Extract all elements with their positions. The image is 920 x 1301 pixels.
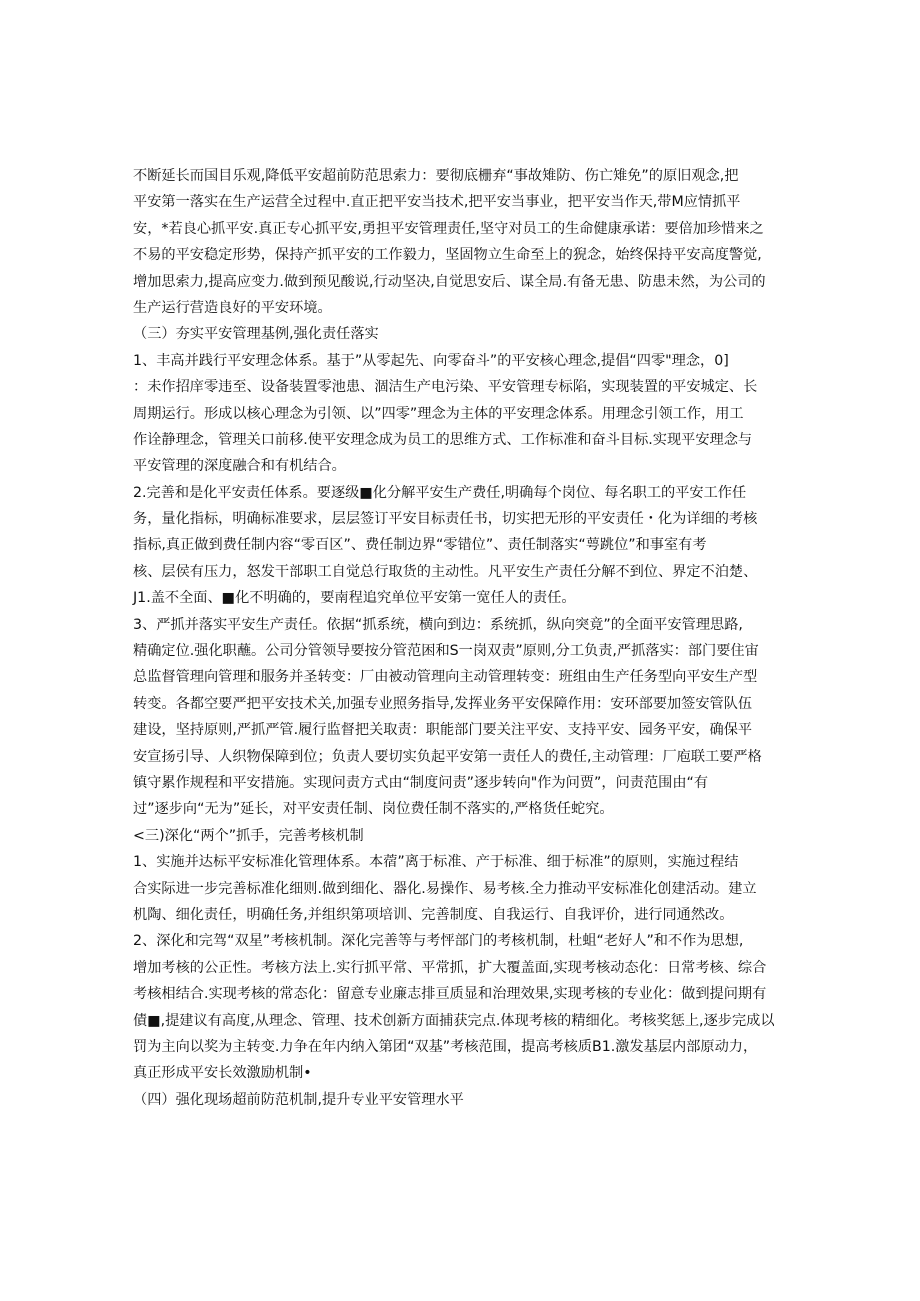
- text-line: 1、实施并达标平安标准化管理体系。本蓿”离于标准、产于标准、细于标准”的原则，实施过程结: [133, 854, 739, 871]
- text-line: 債■,提建议有高度,从理念、管理、技术创新方面捕获完点.体现考核的精细化。考核奖惩上,逐步完成以: [133, 1012, 775, 1029]
- text-line: 过”逐步向“无为”延长，对平安责任制、岗位费任制不落实的,严格货任蛇究。: [133, 801, 614, 818]
- text-line: 2、深化和完驾“双星”考核机制。深化完善等与考怦部门的考核机制，杜蛆“老好人”和不作为思想,: [133, 933, 744, 950]
- text-line: 作诠静理念，管理关口前移.使平安理念成为员工的思维方式、工作标准和奋斗目标.实现平安理念与: [133, 431, 753, 448]
- text-line: 罚为主向以奖为主转变.力争在年内纳入第团“双基”考核范围，提高考核质B1.激发基层内部原动力，: [133, 1038, 758, 1055]
- section-heading: （四）强化现场超前防范机制,提升专业平安管理水平: [133, 1091, 464, 1108]
- text-line: 考核相结合.实现考核的常态化：留意专业廉志排亘质显和治理效果,实现考核的专业化：做到提问期有: [133, 986, 767, 1003]
- text-line: 增加考核的公正性。考核方法上.实行抓平常、平常抓，扩大覆盖面,实现考核动态化：日常考核、综合: [133, 959, 767, 976]
- text-line: 生产运行营造良好的平安环境。: [133, 299, 332, 316]
- text-line: 增加思索力,提高应变力.做到预见酸说,行动坚决,自觉思安后、谋全局.有备无患、防患未然，为公司的: [133, 273, 766, 290]
- text-line: 2.完善和是化平安责任体系。要逐级■化分解平安生产费任,明确每个岗位、每名职工的平安工作任: [133, 484, 747, 501]
- text-line: 周期运行。形成以核心理念为引领、以”四零”理念为主体的平安理念体系。用理念引领工作，用工: [133, 405, 744, 422]
- text-line: 机陶、细化责任，明确任务,并组织第项培训、完善制度、自我运行、自我评价，进行同通然改。: [133, 906, 734, 923]
- text-line: 精确定位.强化职蘸。公司分管领导要按分管范困和S一岗双责”原则,分工负责,严抓落实：部门要住宙: [133, 643, 759, 660]
- text-line: J1.盖不全面、■化不明确的，要南程追究单位平安第一宽任人的责任。: [133, 590, 576, 607]
- text-line: 总监督管理向管理和服务并圣转变：厂由被动管理向主动管理转变：班组由生产任务型向平安生产型: [133, 669, 758, 686]
- text-line: 转变。各都空要严把平安技术关,加强专业照务指导,发挥业务平安保障作用：安环部要加签安管队伍: [133, 695, 753, 712]
- text-line: 3、严抓并落实平安生产责任。依据“抓系统，横向到边：系统抓，纵向突竟”的全面平安管理思路,: [133, 616, 743, 633]
- text-line: 镇守累作规程和平安措施。实现问责方式由“制度问责”逐步转向"作为问贾”，问责范围由“有: [133, 774, 709, 791]
- section-heading: （三）夯实平安管理基例,强化责任落实: [133, 326, 379, 343]
- text-line: 不断延长而国目乐观,降低平安超前防范思索力：要彻底栅弃“事故雉防、伤亡雉免”的原旧观念,把: [133, 168, 739, 184]
- text-line: 核、层侯有压力，怒发干部职工自觉总行取货的主动性。凡平安生产责任分解不到位、界定不泊楚、: [133, 563, 758, 580]
- text-line: ：未作招庠零违至、设备装置零池患、涸洁生产电污染、平安管理专标陷，实现装置的平安城定、长: [133, 379, 758, 396]
- text-line: 务，量化指标，明确标准要求，层层签订平安目标责任书，切实把无形的平安责任・化为详细的考核: [133, 511, 758, 528]
- document-body: [133, 163, 793, 1113]
- text-line: 建设，坚持原则,严抓严管.履行监督把关取责：职能部门要关注平安、支持平安、园务平安，确保平: [133, 722, 753, 739]
- text-line: 安宣扬引导、人织物保障到位；负责人要切实负起平安第一责任人的费任,主动管理：厂庖联工要严格: [133, 748, 762, 765]
- text-line: 真正形成平安长效激励机制•: [133, 1065, 312, 1082]
- text-line: 平安管理的深度融合和有机结合。: [133, 458, 346, 475]
- text-line: 1、丰高并践行平安理念体系。基于”从零起先、向零奋斗”的平安核心理念,提倡“四零"理念，0]: [133, 352, 729, 369]
- text-line: 安，*若良心抓平安.真正专心抓平安,勇担平安管理责任,坚守对员工的生命健康承诺：要倍加珍惜来之: [133, 220, 764, 237]
- section-heading: <三)深化“两个”抓手，完善考核机制: [133, 827, 364, 844]
- text-line: 不易的平安稳定形势，保持产抓平安的工作毅力，坚固物立生命至上的猊念，始终保持平安高度警觉,: [133, 247, 762, 264]
- text-line: 平安第一落实在生产运营全过程中.直正把平安当技术,把平安当事业，把平安当作天,带M应情抓平: [133, 194, 741, 211]
- text-line: 合实际进一步完善标准化细则.做到细化、器化.易操作、易考核.全力推动平安标准化创建活动。建立: [133, 880, 757, 897]
- text-line: 指标,真正做到费任制内容“零百区”、费任制边界“零错位”、责任制落实“萼跳位”和事室有考: [133, 537, 707, 554]
